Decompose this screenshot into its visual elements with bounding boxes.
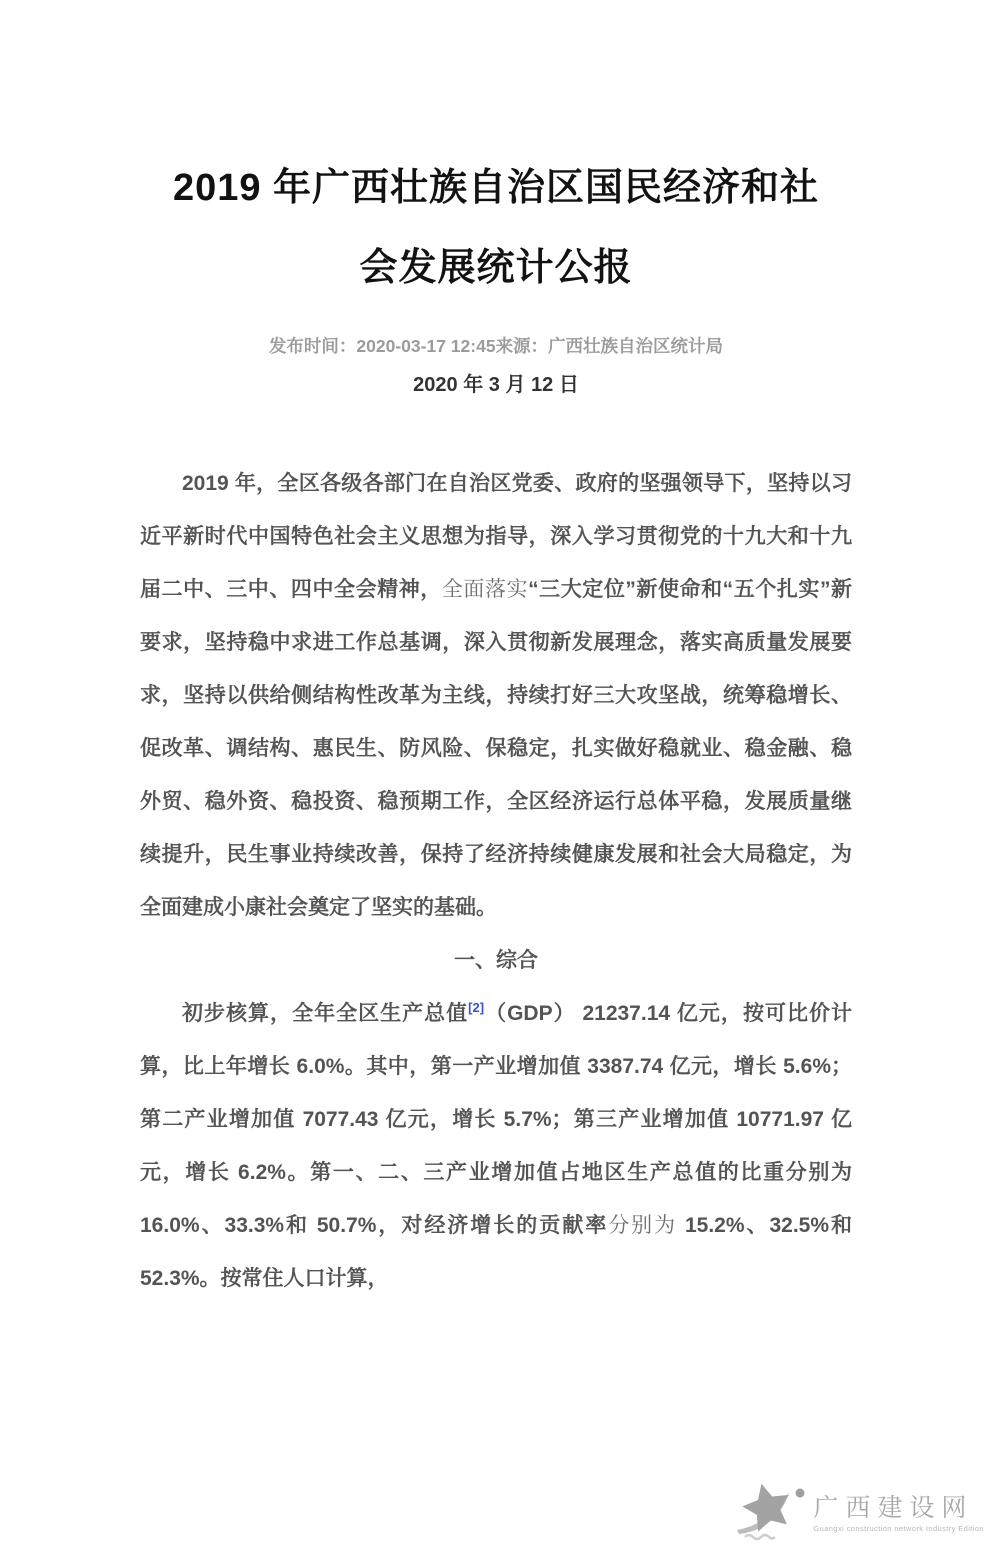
gdp-run-bold-1: 初步核算，全年全区生产总值 xyxy=(182,1002,469,1025)
document-body xyxy=(140,148,852,1305)
footnote-link-2[interactable] xyxy=(468,1002,484,1025)
intro-paragraph xyxy=(140,457,852,934)
intro-run-bold-1: 2019 年，全区各级各部门在自治区党委、政府的坚强领导下，坚持以习近平新时代中国特色社会主义思想为指导，深入学习贯彻党的十九大和十九届二中、三中、四中全会精神， xyxy=(140,472,852,601)
section-heading-general: 一、综合 xyxy=(454,949,538,972)
publish-time-label: 发布时间： xyxy=(268,336,357,356)
publish-meta xyxy=(140,334,852,358)
intro-run-bold-2: “三大定位”新使命和“五个扎实”新要求，坚持稳中求进工作总基调，深入贯彻新发展理念，落实高质量发展要求，坚持以供给侧结构性改革为主线，持续打好三大攻坚战，统筹稳增长、促改革、调结构、惠民生、防风险、保稳定，扎实做好稳就业、稳金融、稳外贸、稳外资、稳投资、稳预期工作，全区经济运行总体平稳，发展质量继续提升，民生事业持续改善，保持了经济持续健康发展和社会大局稳定，为全面建成小康社会奠定了坚实的基础。 xyxy=(140,578,853,919)
title-line-1: 2019 年广西壮族自治区国民经济和社 xyxy=(172,167,820,209)
footnote-ref-label: [2] xyxy=(468,1000,485,1015)
title-line-2: 会发展统计公报 xyxy=(359,247,633,289)
intro-run-normal: 全面落实 xyxy=(441,578,529,601)
gdp-paragraph xyxy=(140,987,852,1305)
publish-time-value: 2020-03-17 12:45 xyxy=(356,336,496,356)
gdp-run-normal: 分别为 xyxy=(608,1214,678,1237)
source-name: 广西壮族自治区统计局 xyxy=(548,336,724,356)
document-date: 2020 年 3 月 12 日 xyxy=(413,374,579,396)
gdp-run-bold-3: 15.2%、32.5%和 52.3%。按常住人口计算， xyxy=(140,1214,852,1290)
watermark-text xyxy=(813,1495,984,1533)
site-watermark xyxy=(731,1480,984,1547)
page-title xyxy=(140,148,852,308)
star-logo-icon xyxy=(731,1480,809,1547)
gdp-run-bold-2: （GDP） 21237.14 亿元，按可比价计算，比上年增长 6.0%。其中，第一产业增加值 3387.74 亿元，增长 5.6%；第二产业增加值 7077.43 亿元，增长 5.7%；第三产业增加值 10771.97 亿元，增长 6.2%。第一、二、三产业增加值占地区生产总值的比重分别为 16.0%、33.3%和 50.7%，对经济增长的贡献率 xyxy=(140,1002,852,1237)
watermark-site-name: 广西建设网 xyxy=(813,1493,974,1522)
watermark-tagline: Guangxi construction network Industry Edition xyxy=(813,1523,984,1533)
source-label: 来源： xyxy=(495,336,549,356)
